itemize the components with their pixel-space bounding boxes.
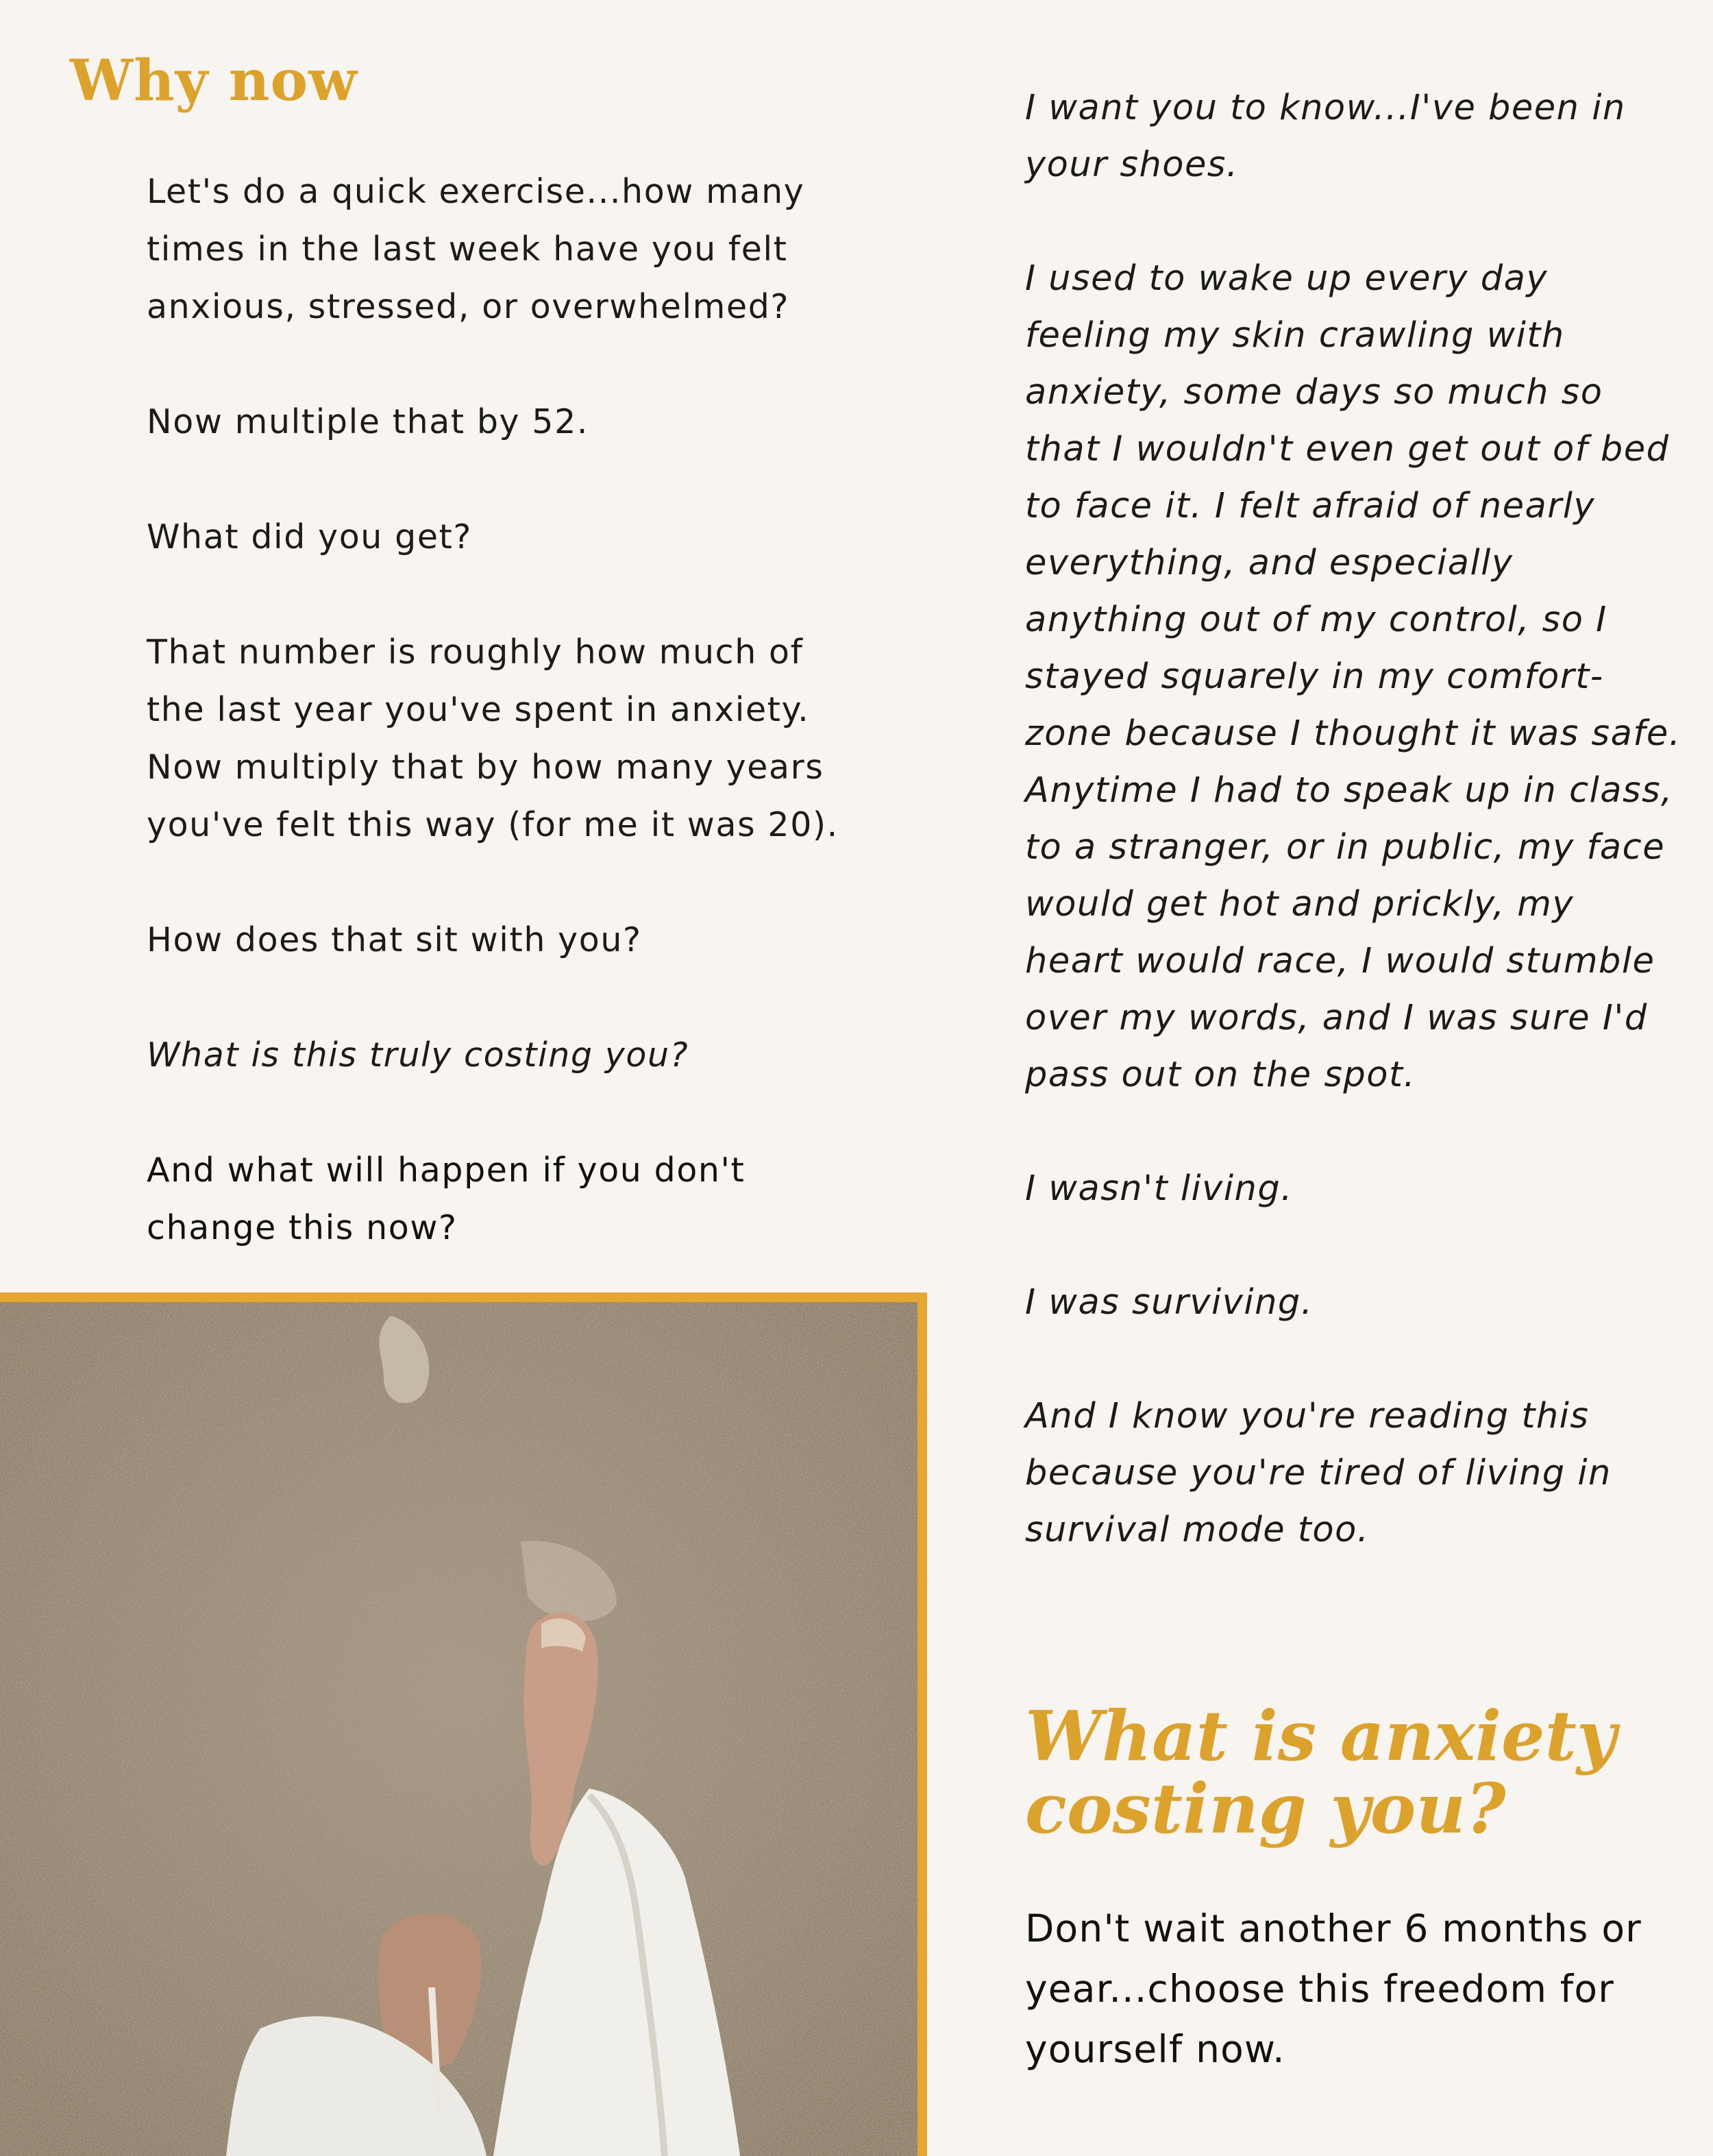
left-column-text: [147, 163, 873, 1314]
call-to-action-text: Don't wait another 6 months or year...choose this freedom for yourself now.: [1025, 1907, 1642, 2071]
paragraph-how-does-that-sit: How does that sit with you?: [147, 920, 642, 959]
paragraph-multiply: Now multiple that by 52.: [147, 402, 589, 441]
anxiety-costing-heading: What is anxiety costing you?: [1025, 1695, 1616, 1849]
paragraph-your-shoes: I want you to know...I've been in your shoes.: [1025, 88, 1626, 185]
paragraph-survival-mode: And I know you're reading this because you're tired of living in survival mode too.: [1025, 1396, 1612, 1550]
paragraph-truly-costing: What is this truly costing you?: [147, 1036, 689, 1075]
paragraph-used-to-wake-up: I used to wake up every day feeling my skin crawling with anxiety, some days so much so that I wouldn't even get out of bed to face it. I felt afraid of nearly everything, and especially anything out of my control, so I stayed squarely in my comfort-zone because I thought it was safe. Anytime I had to speak up in class, to a stranger, or in public, my face would get hot and prickly, my heart would race, I would stumble over my words, and I was sure I'd pass out on the spot.: [1025, 258, 1681, 1095]
paragraph-wasnt-living: I wasn't living.: [1025, 1168, 1293, 1209]
paragraph-roughly: That number is roughly how much of the last year you've spent in anxiety. Now multiply that by how many years you've felt this way (for me it was 20).: [147, 633, 839, 844]
paragraph-what-will-happen: And what will happen if you don't change this now?: [147, 1151, 745, 1247]
photo-frame: [0, 1293, 927, 2156]
sand-feet-image: [0, 1302, 917, 2156]
paragraph-surviving: I was surviving.: [1025, 1282, 1314, 1323]
right-column-story: [1025, 79, 1683, 1615]
paragraph-what-did-you-get: What did you get?: [147, 517, 472, 556]
paragraph-exercise: Let's do a quick exercise...how many times in the last week have you felt anxious, stressed, or overwhelmed?: [147, 172, 805, 326]
beach-photo: [0, 1302, 917, 2156]
why-now-heading: Why now: [70, 48, 358, 114]
